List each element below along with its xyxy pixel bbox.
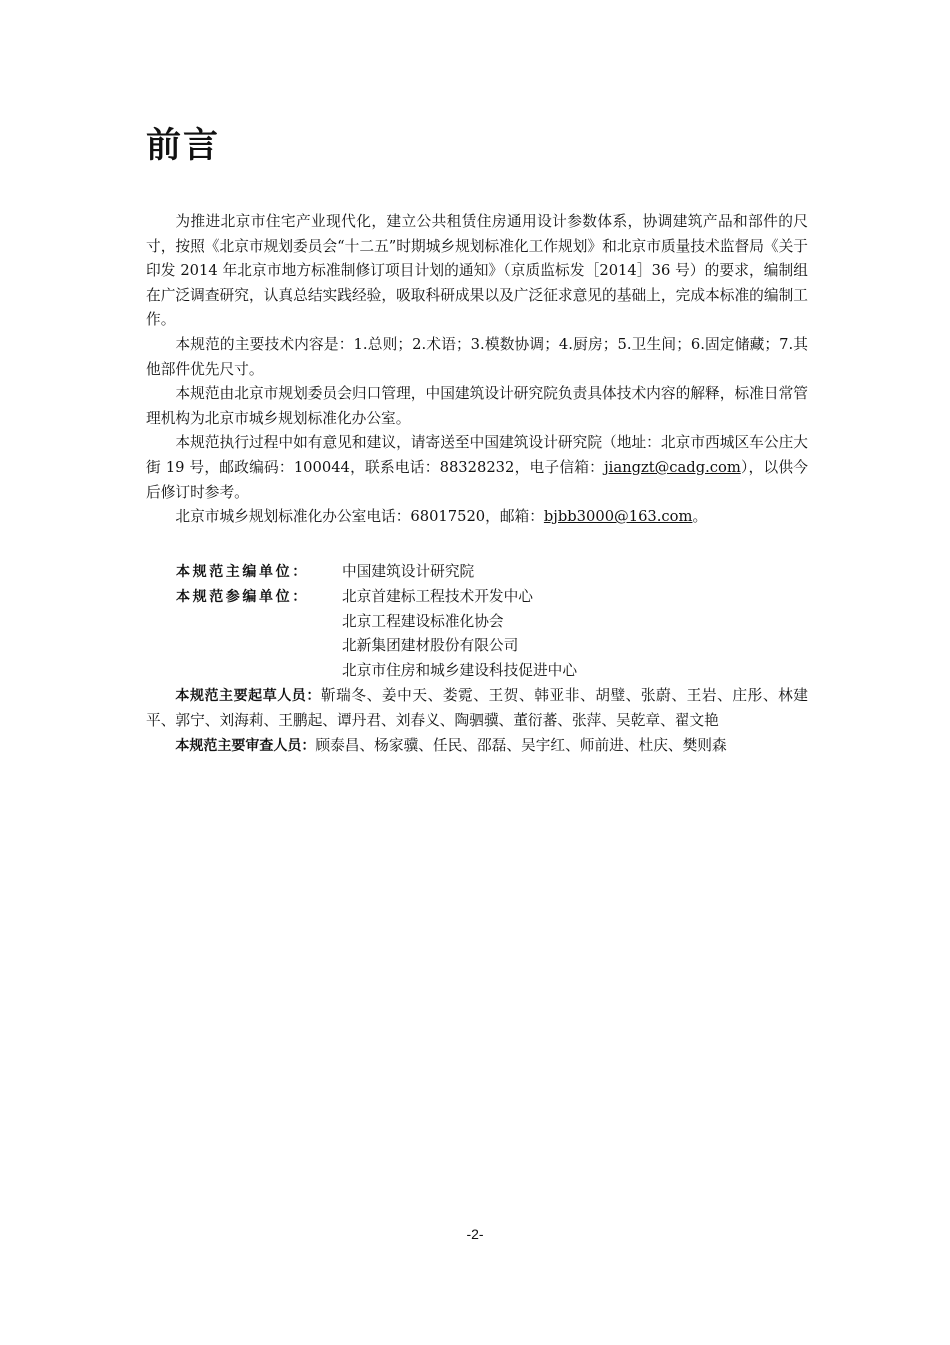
reviewers-paragraph [146,734,808,759]
page-title: 前言 [146,126,221,166]
paragraph-management: 本规范由北京市规划委员会归口管理，中国建筑设计研究院负责具体技术内容的解释，标准日常管理机构为北京市城乡规划标准化办公室。 [146,385,808,427]
page-number: -2- [466,1226,484,1242]
paragraph-office-contact [146,505,808,530]
office-contact-text: 北京市城乡规划标准化办公室电话：68017520，邮箱： [175,508,544,526]
participating-unit: 北京首建标工程技术开发中心 [342,587,533,605]
paragraph-background: 为推进北京市住宅产业现代化，建立公共租赁住房通用设计参数体系，协调建筑产品和部件的尺寸，按照《北京市规划委员会“十二五”时期城乡规划标准化工作规划》和北京市质量技术监督局《关于印发 2014 年北京市地方标准制修订项目计划的通知》（京质监标发［2014］36 号）的要求，编制组在广泛调查研究，认真总结实践经验，吸取科研成果以及广泛征求意见的基础上，完成本标准的编制工作。 [146,213,808,329]
credits-section [146,560,808,758]
preface-body [146,210,808,530]
participating-unit: 北京市住房和城乡建设科技促进中心 [342,662,578,680]
drafters-label: 本规范主要起草人员： [175,687,321,704]
feedback-email-link[interactable]: jiangzt@cadg.com [604,458,741,476]
chief-unit-label: 本规范主编单位： [176,564,309,580]
reviewers-list: 顾泰昌、杨家骥、任民、邵磊、吴宇红、师前进、杜庆、樊则森 [315,736,727,754]
reviewers-label: 本规范主要审查人员： [175,737,316,754]
feedback-text: 本规范执行过程中如有意见和建议，请寄送至中国建筑设计研究院（地址：北京市西城区车公庄大街 19 号，邮政编码：100044，联系电话：88328232，电子信箱： [146,434,808,476]
drafters-paragraph [146,684,808,734]
office-contact-end: 。 [692,508,708,526]
participating-unit: 北京工程建设标准化协会 [342,612,504,630]
drafters-list: 靳瑞冬、姜中天、娄霓、王贺、韩亚非、胡璧、张蔚、王岩、庄彤、林建平、郭宁、刘海莉、王鹏起、谭丹君、刘春义、陶驷骥、董衍蕃、张萍、吴乾章、翟文艳 [146,686,808,729]
office-email-link[interactable]: bjbb3000@163.com [543,508,693,526]
chief-unit-row [146,560,808,585]
paragraph-feedback [146,431,808,505]
participating-units-list [342,585,577,684]
feedback-text-end: ），以供今后修订时参考。 [146,458,808,501]
paragraph-main-content: 本规范的主要技术内容是：1.总则；2.术语；3.模数协调；4.厨房；5.卫生间；6.固定储藏；7.其他部件优先尺寸。 [146,335,808,378]
participating-units-label: 本规范参编单位： [176,588,309,605]
participating-units-row [146,585,808,684]
participating-unit: 北新集团建材股份有限公司 [342,637,519,655]
chief-unit-value: 中国建筑设计研究院 [342,563,475,580]
